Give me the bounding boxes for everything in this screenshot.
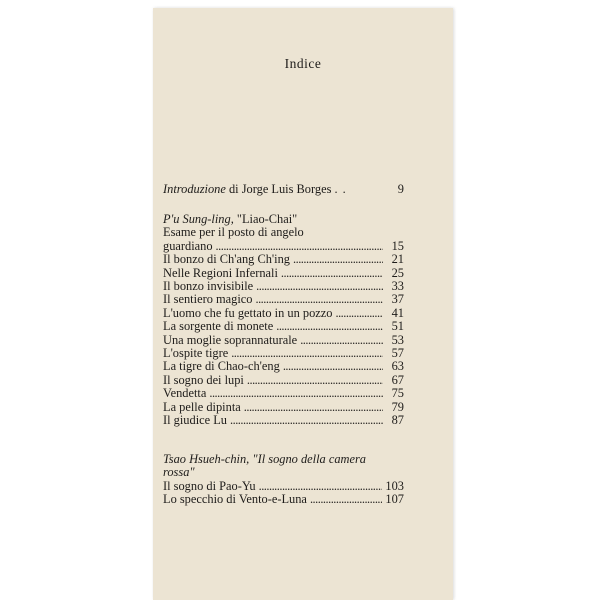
dot-leader	[259, 480, 383, 493]
entry-page: 37	[391, 292, 404, 307]
dot-leader	[334, 183, 346, 196]
entry-page: 63	[391, 359, 404, 374]
toc-entry	[163, 493, 404, 506]
entry-page: 107	[385, 492, 404, 507]
entry-page: 21	[391, 252, 404, 267]
section-heading-line: Tsao Hsueh-chin, "Il sogno della camera	[163, 452, 366, 466]
toc-entry	[163, 253, 404, 266]
toc-entry	[163, 293, 404, 306]
entry-page: 103	[385, 478, 404, 493]
entry-title: Il bonzo di Ch'ang Ch'ing	[163, 252, 290, 267]
toc-entry	[163, 347, 404, 360]
entry-page: 53	[391, 332, 404, 347]
entry-page: 51	[391, 319, 404, 334]
entry-list	[163, 480, 404, 507]
toc-entry	[163, 320, 404, 333]
dot-leader	[244, 401, 383, 414]
section-heading	[163, 213, 404, 226]
entry-title: Il sentiero magico	[163, 292, 253, 307]
entry-title: L'uomo che fu gettato in un pozzo	[163, 305, 333, 320]
entry-title: Il bonzo invisibile	[163, 279, 254, 294]
entry-page: 41	[391, 305, 404, 320]
dot-leader	[300, 334, 383, 347]
dot-leader	[247, 374, 383, 387]
toc-entry	[163, 267, 404, 280]
entry-title: Il sogno di Pao-Yu	[163, 478, 256, 493]
entry-title: La pelle dipinta	[163, 399, 241, 414]
entry-title: L'ospite tigre	[163, 346, 229, 361]
dot-leader	[293, 253, 383, 266]
toc-introduction	[163, 183, 404, 196]
dot-leader	[310, 493, 382, 506]
entry-title: La tigre di Chao-ch'eng	[163, 359, 280, 374]
entry-title: La sorgente di monete	[163, 319, 274, 334]
toc-entry	[163, 387, 404, 400]
toc-entry	[163, 414, 404, 427]
intro-italic: Introduzione	[163, 182, 226, 196]
book-page	[153, 8, 453, 600]
entry-page: 15	[391, 238, 404, 253]
dot-leader	[276, 320, 383, 333]
entry-page: 25	[391, 265, 404, 280]
dot-leader	[283, 360, 383, 373]
toc-entry	[163, 480, 404, 493]
toc-entry	[163, 401, 404, 414]
dot-leader	[335, 307, 383, 320]
entry-title: Una moglie soprannaturale	[163, 332, 298, 347]
dot-leader	[209, 387, 383, 400]
toc-entry	[163, 183, 404, 196]
entry-page: 75	[391, 386, 404, 401]
dot-leader	[281, 267, 383, 280]
entry-title	[163, 183, 331, 196]
entry-title-line: Esame per il posto di angelo	[163, 225, 304, 240]
entry-page: 87	[391, 413, 404, 428]
page-title: Indice	[284, 56, 322, 71]
dot-leader	[216, 240, 383, 253]
entry-title: Nelle Regioni Infernali	[163, 265, 278, 280]
toc-section-camera-rossa	[163, 453, 404, 507]
entry-page: 9	[397, 182, 404, 196]
entry-title: Lo specchio di Vento-e-Luna	[163, 492, 307, 507]
section-work: "Liao-Chai"	[236, 212, 298, 226]
toc-entry	[163, 280, 404, 293]
toc-section-liao-chai	[163, 213, 404, 428]
entry-title: Vendetta	[163, 386, 207, 401]
toc-entry	[163, 334, 404, 347]
dot-leader	[256, 280, 383, 293]
entry-page: 67	[391, 372, 404, 387]
section-author: P'u Sung-ling,	[163, 212, 237, 226]
intro-rest: di Jorge Luis Borges	[225, 182, 332, 196]
entry-title: guardiano	[163, 238, 213, 253]
entry-page: 33	[391, 279, 404, 294]
entry-title: Il giudice Lu	[163, 413, 227, 428]
toc-entry	[163, 374, 404, 387]
entry-list	[163, 240, 404, 428]
dot-leader	[230, 414, 383, 427]
toc-entry	[163, 307, 404, 320]
section-heading-line: rossa"	[163, 465, 195, 480]
toc-entry	[163, 360, 404, 373]
entry-page: 79	[391, 399, 404, 414]
entry-page: 57	[391, 346, 404, 361]
entry-title: Il sogno dei lupi	[163, 372, 244, 387]
dot-leader	[255, 293, 383, 306]
toc-entry	[163, 240, 404, 253]
dot-leader	[231, 347, 383, 360]
